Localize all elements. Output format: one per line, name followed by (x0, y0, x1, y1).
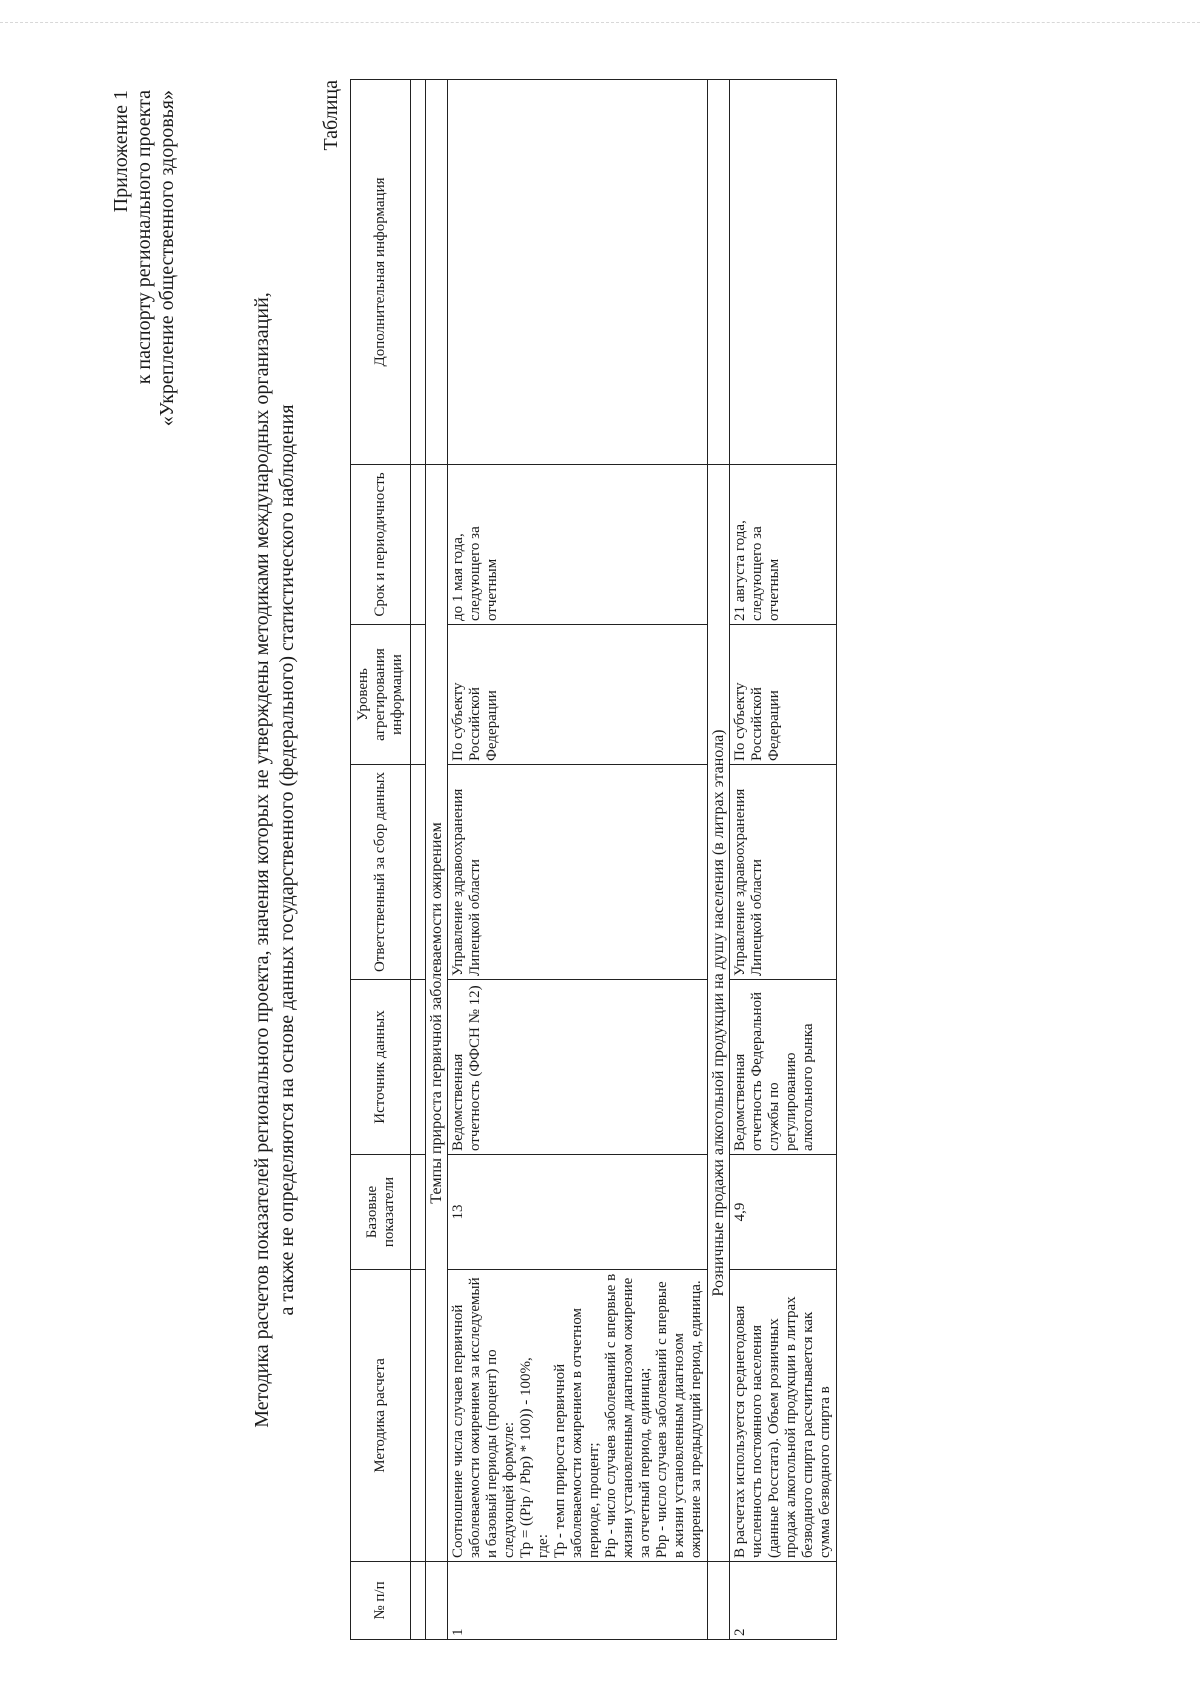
col-header-level: Уровень агрегирования информации (351, 625, 411, 765)
col-header-extra: Дополнительная информация (351, 80, 411, 465)
row-base: 13 (448, 1155, 708, 1270)
col-header-period: Срок и периодичность (351, 465, 411, 625)
row-method: В расчетах используется среднегодовая численность постоянного населения (данные Росстата). Объем розничных продаж алкогольной продукции в литрах безводного спирта рассчитывается как сумма безводного спирта в (730, 1270, 837, 1562)
title-line: а также не определяются на основе данных государственного (федерального) статистического наблюдения (276, 404, 298, 1316)
table-label: Таблица (320, 80, 342, 151)
table-header-row (351, 80, 411, 1640)
row-responsible: Управление здравоохранения Липецкой области (448, 765, 708, 980)
row-period: до 1 мая года, следующего за отчетным (448, 465, 708, 625)
methodology-table-wrapper (350, 80, 837, 1640)
table-row (448, 80, 708, 1640)
row-level: По субъекту Российской Федерации (730, 625, 837, 765)
table-spacer-row (411, 80, 426, 1640)
row-period: 21 августа года, следующего за отчетным (730, 465, 837, 625)
appendix-line: «Укрепление общественного здоровья» (156, 90, 178, 427)
document-title (250, 80, 300, 1640)
row-level: По субъекту Российской Федерации (448, 625, 708, 765)
row-num: 1 (448, 1562, 708, 1640)
section-title: Розничные продажи алкогольной продукции на душу населения (в литрах этанола) (708, 465, 730, 1562)
col-header-responsible: Ответственный за сбор данных (351, 765, 411, 980)
col-header-method: Методика расчета (351, 1270, 411, 1562)
col-header-num: № п/п (351, 1562, 411, 1640)
col-header-base: Базовые показатели (351, 1155, 411, 1270)
row-source: Ведомственная отчетность Федеральной службы по регулированию алкогольного рынка (730, 980, 837, 1155)
appendix-block (110, 90, 179, 690)
col-header-source: Источник данных (351, 980, 411, 1155)
row-base: 4,9 (730, 1155, 837, 1270)
scan-edge-line (0, 22, 1200, 23)
row-extra (448, 80, 708, 465)
appendix-line: к паспорту регионального проекта (133, 90, 155, 385)
appendix-line: Приложение 1 (110, 90, 132, 213)
section-title: Темпы прироста первичной заболеваемости ожирением (426, 465, 448, 1562)
row-responsible: Управление здравоохранения Липецкой области (730, 765, 837, 980)
section-title-row (426, 80, 448, 1640)
rotated-document-page (110, 80, 1190, 1640)
row-source: Ведомственная отчетность (ФФСН № 12) (448, 980, 708, 1155)
row-method: Соотношение числа случаев первичной заболеваемости ожирением за исследуемый и базовый периоды (процент) по следующей формуле: Тр = ((Pip / Pbp) * 100)) - 100%, где: Тр - темп прироста первичной заболеваемости ожирением в отчетном периоде, процент; Pip - число случаев заболеваний с впервые в жизни установленным диагнозом ожирение за отчетный период, единица; Pbp - число случаев заболеваний с впервые в жизни установленным диагнозом ожирение за предыдущий период, единица. (448, 1270, 708, 1562)
title-line: Методика расчетов показателей регионального проекта, значения которых не утверждены методиками международных организаций, (251, 292, 273, 1428)
table-row (730, 80, 837, 1640)
section-title-row (708, 80, 730, 1640)
row-num: 2 (730, 1562, 837, 1640)
methodology-table (350, 79, 837, 1640)
row-extra (730, 80, 837, 465)
